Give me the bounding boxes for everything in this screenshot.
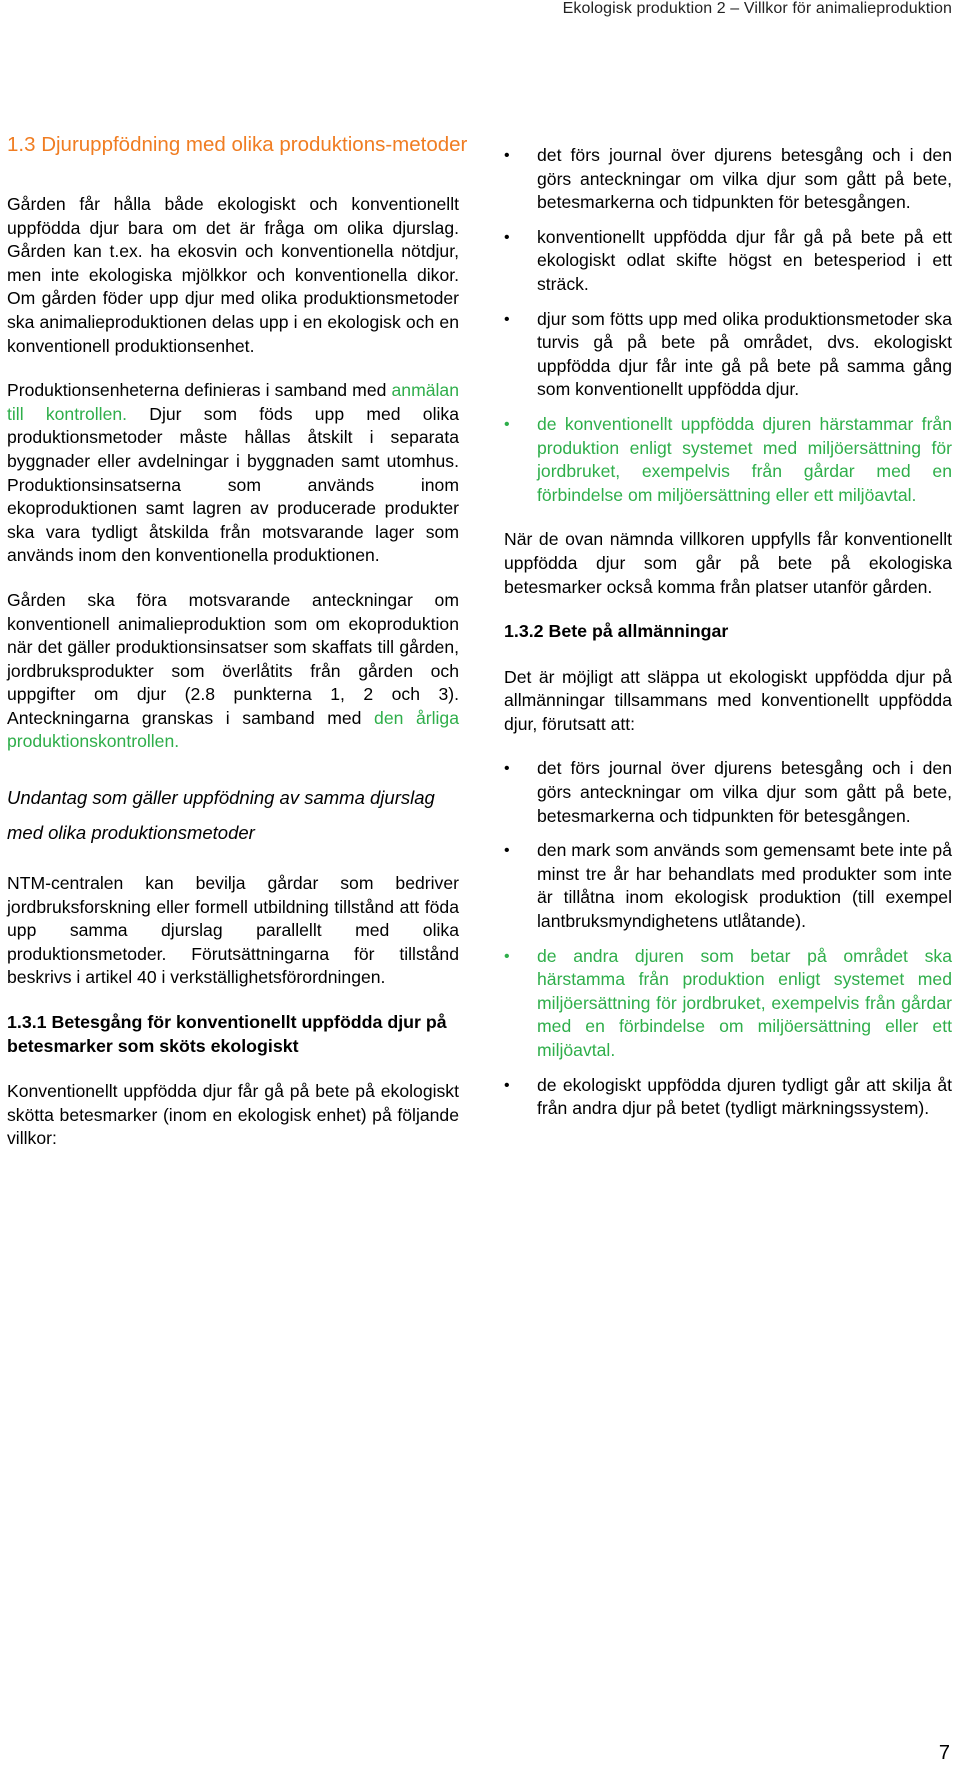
paragraph-text: Gården ska föra motsvarande anteckningar om konventionell animalieproduktion som om ekoproduktion när det gäller produktionsinsatser som skaffats till gården, jordbruksprodukter som överlåtits från gården och uppgifter om djur (2.8 punkterna 1, 2 och 3). Anteckningarna granskas i samband med <box>7 589 459 728</box>
list-item-text: de konventionellt uppfödda djuren härstammar från produktion enligt systemet med miljöersättning för jordbruket, exempelvis från gårdar med en förbindelse om miljöersättning eller ett miljöavtal. <box>537 413 952 505</box>
left-column <box>7 132 468 1172</box>
section-heading: 1.3 Djuruppfödning med olika produktions-metoder <box>7 133 468 156</box>
subheading-1-3-2: 1.3.2 Bete på allmänningar <box>504 621 729 642</box>
list-item <box>504 144 952 215</box>
italic-subheading: Undantag som gäller uppfödning av samma djurslag med olika produktionsmetoder <box>7 787 435 844</box>
list-item <box>504 1074 952 1121</box>
list-item <box>504 757 952 828</box>
paragraph <box>7 379 459 568</box>
link-anmalan-kontrollen[interactable]: anmälan till kontrollen. <box>7 380 459 424</box>
paragraph: Konventionellt uppfödda djur får gå på bete på ekologiskt skötta betesmarker (inom en ekologisk enhet) på följande villkor: <box>7 1081 459 1149</box>
list-item-text: det förs journal över djurens betesgång och i den görs anteckningar om vilka djur som gått på bete, betesmarkerna och tidpunkten för betesgången. <box>537 145 952 213</box>
bullet-icon: • <box>504 415 510 433</box>
allmanning-conditions-list <box>504 757 952 1120</box>
list-item-text: de andra djuren som betar på området ska härstamma från produktion enligt systemet med miljöersättning för jordbruket, exempelvis från gårdar med en förbindelse om miljöersättning eller ett miljöavtal. <box>537 945 952 1060</box>
paragraph: NTM-centralen kan bevilja gårdar som bedriver jordbruksforskning eller formell utbildning tillstånd att föda upp samma djurslag parallellt med olika produktionsmetoder. Förutsättningarna för tillstånd beskrivs i artikel 40 i verkställighetsförordningen. <box>7 873 459 988</box>
paragraph: Gården får hålla både ekologiskt och konventionellt uppfödda djur bara om det är fråga om olika djurslag. Gården kan t.ex. ha ekosvin och konventionella nötdjur, men inte ekologiska mjölkkor och konventionella dikor. Om gården föder upp djur med olika produktionsmetoder ska animalieproduktionen delas upp i en ekologisk och en konventionell produktionsenhet. <box>7 194 459 356</box>
paragraph-text: Produktionsenheterna definieras i samband med <box>7 380 392 401</box>
list-item <box>504 945 952 1063</box>
list-item-text: djur som fötts upp med olika produktionsmetoder ska turvis gå på bete på området, dvs. ekologiskt uppfödda djur får inte gå på bete på samma gång som konventionellt uppfödda djur. <box>537 308 952 400</box>
subheading-1-3-1: 1.3.1 Betesgång för konventionellt uppfödda djur på betesmarker som sköts ekologiskt <box>7 1012 447 1056</box>
bullet-icon: • <box>504 947 510 965</box>
bullet-icon: • <box>504 760 510 778</box>
link-produktionskontrollen[interactable]: den årliga produktionskontrollen. <box>7 707 459 752</box>
paragraph-text: Djur som föds upp med olika produktionsmetoder måste hållas åtskilt i separata byggnader eller avdelningar i byggnaden samt utomhus. Produktionsinsatserna som används inom ekoproduktionen samt lagren av producerade produkter ska vara tydligt åtskilda från motsvarande lager som används inom den konventionella produktionen. <box>7 403 459 566</box>
list-item-text: den mark som används som gemensamt bete inte på minst tre år har behandlats med produkter som inte är tillåtna inom ekologisk produktion (till exempel lantbruksmyndighetens utlåtande). <box>537 840 952 932</box>
list-item <box>504 308 952 402</box>
list-item <box>504 839 952 933</box>
bullet-icon: • <box>504 147 510 164</box>
conditions-list <box>504 144 952 507</box>
bullet-icon: • <box>504 310 510 328</box>
paragraph: När de ovan nämnda villkoren uppfylls får konventionellt uppfödda djur som går på bete på ekologiska betesmarker också komma från platser utanför gården. <box>504 529 952 597</box>
paragraph: Det är möjligt att släppa ut ekologiskt uppfödda djur på allmänningar tillsammans med konventionellt uppfödda djur, förutsatt att: <box>504 666 952 734</box>
list-item <box>504 226 952 297</box>
bullet-icon: • <box>504 842 510 860</box>
list-item-text: konventionellt uppfödda djur får gå på bete på ett ekologiskt odlat skifte högst en betesperiod i ett sträck. <box>537 226 952 294</box>
paragraph <box>7 589 459 754</box>
right-column <box>504 144 952 1142</box>
page-number: 7 <box>938 1742 950 1764</box>
list-item-text: det förs journal över djurens betesgång och i den görs anteckningar om vilka djur som gått på bete, betesmarkerna och tidpunkten för betesgången. <box>537 758 952 826</box>
list-item <box>504 413 952 507</box>
running-header: Ekologisk produktion 2 – Villkor för animalieproduktion <box>562 0 952 17</box>
list-item-text: de ekologiskt uppfödda djuren tydligt går att skilja åt från andra djur på betet (tydligt märkningssystem). <box>537 1074 952 1119</box>
bullet-icon: • <box>504 1076 510 1094</box>
bullet-icon: • <box>504 228 510 246</box>
